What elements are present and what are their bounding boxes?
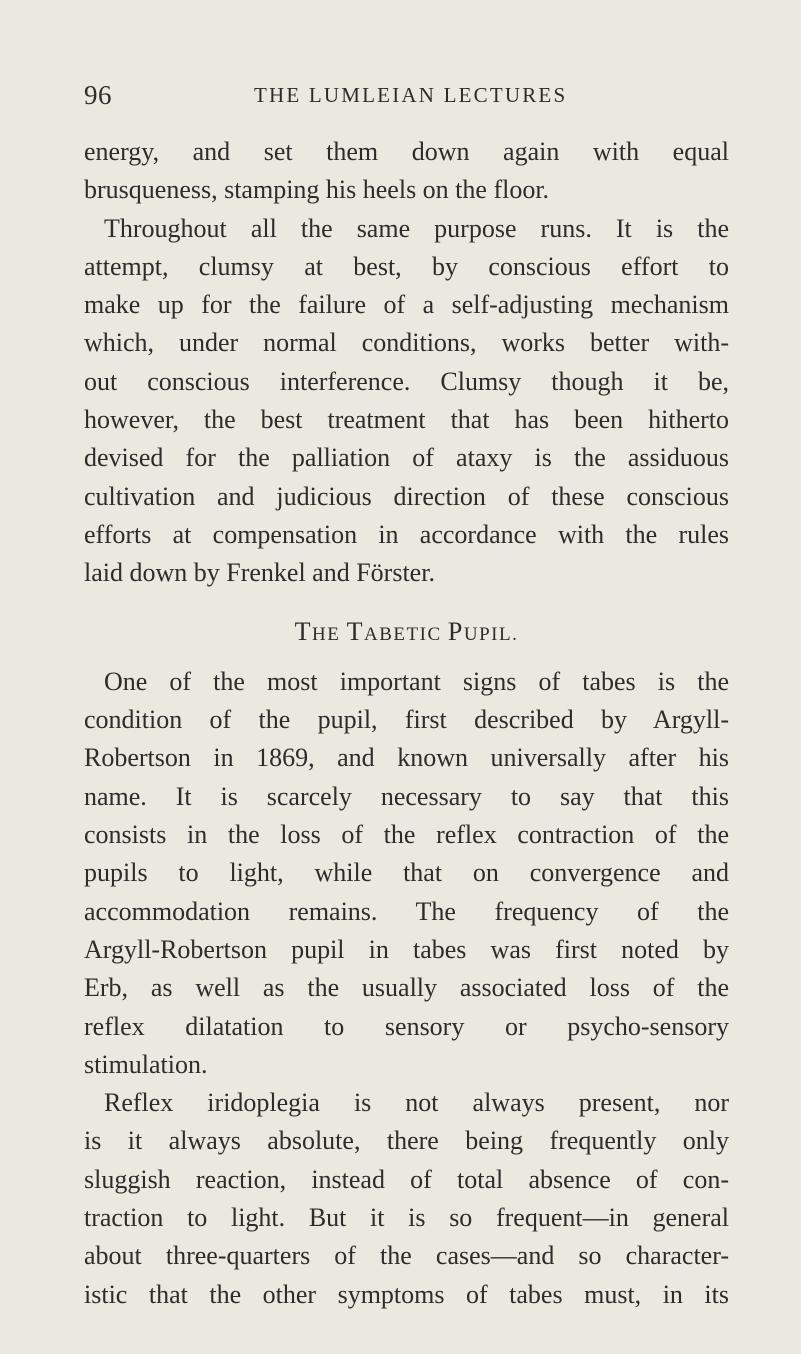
text-line: istic that the other symptoms of tabes must, in its	[84, 1279, 729, 1309]
text-line: reflex dilatation to sensory or psycho-sensory	[84, 1011, 729, 1041]
text-line: devised for the palliation of ataxy is the assiduous	[84, 443, 729, 473]
body-text	[84, 133, 729, 1314]
text-line: stimulation.	[84, 1049, 208, 1079]
text-line: Reflex iridoplegia is not always present, nor	[104, 1088, 729, 1118]
text-line: cultivation and judicious direction of these conscious	[84, 481, 729, 511]
text-line: pupils to light, while that on convergence and	[84, 858, 729, 888]
text-line: sluggish reaction, instead of total absence of con-	[84, 1164, 729, 1194]
text-line: Robertson in 1869, and known universally after his	[84, 743, 729, 773]
text-line: efforts at compensation in accordance with the rules	[84, 519, 729, 549]
text-line: however, the best treatment that has been hitherto	[84, 405, 729, 435]
text-line: laid down by Frenkel and Förster.	[84, 558, 435, 588]
text-line: One of the most important signs of tabes is the	[104, 666, 729, 696]
text-line: consists in the loss of the reflex contraction of the	[84, 820, 729, 850]
text-line: name. It is scarcely necessary to say that this	[84, 781, 729, 811]
text-line: accommodation remains. The frequency of the	[84, 896, 729, 926]
text-line: about three-quarters of the cases—and so character-	[84, 1241, 729, 1271]
text-line: is it always absolute, there being frequently only	[84, 1126, 729, 1156]
text-line: Throughout all the same purpose runs. It is the	[104, 213, 729, 243]
text-line: which, under normal conditions, works better with-	[84, 328, 729, 358]
text-line: make up for the failure of a self-adjusting mechanism	[84, 290, 729, 320]
text-line: condition of the pupil, first described by Argyll-	[84, 705, 729, 735]
section-heading: THE TABETIC PUPIL.	[294, 616, 519, 646]
text-line: brusqueness, stamping his heels on the floor.	[84, 175, 550, 205]
text-line: traction to light. But it is so frequent—in general	[84, 1203, 729, 1233]
running-title: THE LUMLEIAN LECTURES	[254, 83, 568, 107]
page-number: 96	[84, 80, 112, 110]
text-line: energy, and set them down again with equal	[84, 137, 729, 166]
text-line: out conscious interference. Clumsy though it be,	[84, 366, 729, 396]
running-head	[84, 80, 729, 114]
text-line: attempt, clumsy at best, by conscious effort to	[84, 251, 729, 281]
text-line: Argyll-Robertson pupil in tabes was first noted by	[84, 934, 729, 964]
text-line: Erb, as well as the usually associated loss of the	[84, 973, 729, 1003]
